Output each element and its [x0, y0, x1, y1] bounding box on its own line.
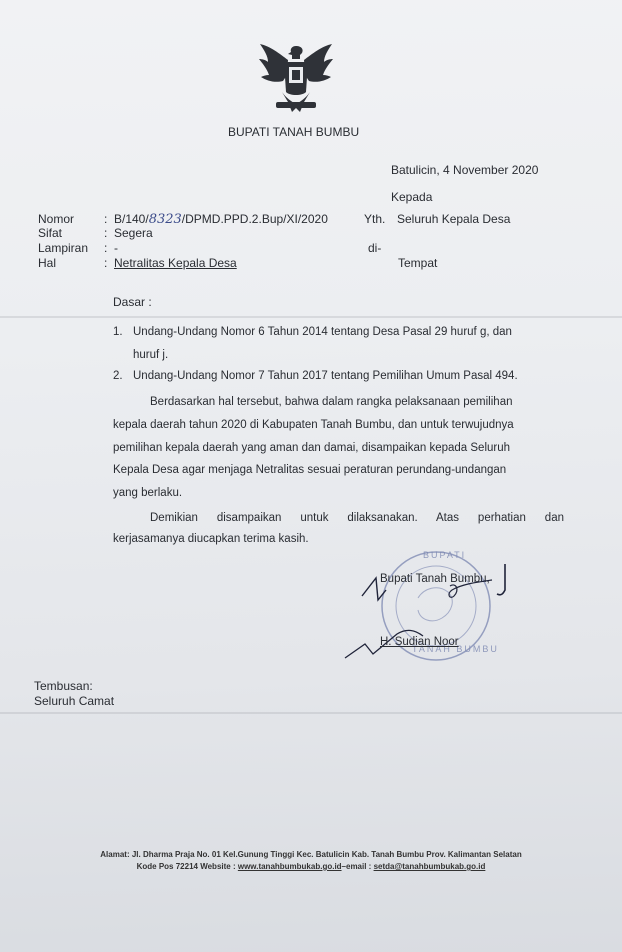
paragraph-line: Kepala Desa agar menjaga Netralitas sesuai peraturan perundang-undangan	[113, 464, 507, 476]
footer-website-link[interactable]: www.tanahbumbukab.go.id	[237, 862, 342, 871]
footer-address: Alamat: Jl. Dharma Praja No. 01 Kel.Gunung Tinggi Kec. Batulicin Kab. Tanah Bumbu Prov. Kalimantan Selatan	[100, 850, 522, 859]
stamp-text-bottom: TANAH BUMBU	[412, 644, 499, 654]
recipient: Seluruh Kepala Desa	[397, 212, 511, 226]
lampiran-value: -	[114, 241, 118, 255]
nomor-label: Nomor	[38, 212, 75, 226]
yth-label: Yth.	[364, 212, 386, 226]
lampiran-label: Lampiran	[38, 241, 89, 255]
nomor-handwritten: 8323	[148, 212, 182, 227]
cc-value: Seluruh Camat	[34, 694, 115, 708]
paper-fold	[0, 712, 622, 714]
sifat-value: Segera	[114, 226, 153, 240]
lampiran-colon: :	[104, 241, 108, 255]
hal-colon: :	[104, 256, 108, 270]
footer-email-link[interactable]: setda@tanahbumbukab.go.id	[373, 862, 486, 871]
paragraph-line: kerjasamanya diucapkan terima kasih.	[113, 533, 309, 545]
footer-email-label: –email :	[341, 862, 374, 871]
paragraph-line: Berdasarkan hal tersebut, bahwa dalam rangka pelaksanaan pemilihan	[150, 396, 513, 408]
hal-label: Hal	[38, 256, 57, 270]
list-item-text: Undang-Undang Nomor 7 Tahun 2017 tentang Pemilihan Umum Pasal 494.	[133, 370, 518, 382]
place-date: Batulicin, 4 November 2020	[391, 163, 539, 177]
paper-fold	[0, 316, 622, 318]
letter-header-title: BUPATI TANAH BUMBU	[228, 125, 360, 139]
nomor-value-suffix: /DPMD.PPD.2.Bup/XI/2020	[181, 212, 328, 226]
nomor-colon: :	[104, 212, 108, 226]
paragraph-line: Demikian disampaikan untuk dilaksanakan. Atas perhatian dan	[150, 512, 564, 524]
sifat-colon: :	[104, 226, 108, 240]
paragraph-line: kepala daerah tahun 2020 di Kabupaten Tanah Bumbu, dan untuk terwujudnya	[113, 419, 514, 431]
footer-contact	[0, 862, 622, 871]
stamp-text-top: BUPATI	[423, 550, 467, 560]
cc-label: Tembusan:	[34, 679, 93, 693]
list-item-number: 1.	[113, 326, 123, 338]
signatory-title: Bupati Tanah Bumbu,	[380, 573, 490, 585]
nomor-value-prefix: B/140/	[114, 212, 149, 226]
garuda-emblem-icon	[254, 40, 338, 116]
kepada-label: Kepada	[391, 190, 433, 204]
dasar-label: Dasar :	[113, 295, 152, 309]
sifat-label: Sifat	[38, 226, 63, 240]
footer-postcode: Kode Pos 72214 Website :	[136, 862, 238, 871]
tempat-label: Tempat	[398, 256, 438, 270]
signature-icon	[340, 556, 520, 666]
paragraph-line: pemilihan kepala daerah yang aman dan damai, disampaikan kepada Seluruh	[113, 442, 511, 454]
signatory-name: H. Sudian Noor	[380, 636, 459, 648]
hal-value: Netralitas Kepala Desa	[114, 256, 237, 270]
di-label: di-	[368, 241, 382, 255]
list-item-number: 2.	[113, 370, 123, 382]
list-item-text: huruf j.	[133, 349, 169, 361]
paragraph-line: yang berlaku.	[113, 487, 183, 499]
nomor-value	[114, 212, 328, 227]
list-item-text: Undang-Undang Nomor 6 Tahun 2014 tentang Desa Pasal 29 huruf g, dan	[133, 326, 512, 338]
